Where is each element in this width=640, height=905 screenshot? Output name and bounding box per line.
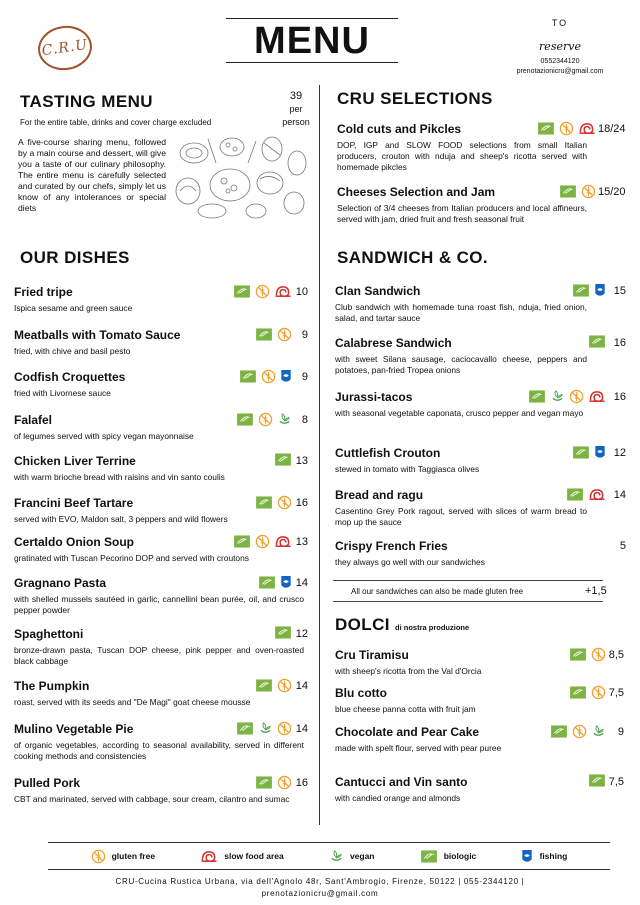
- dish-item-name: The Pumpkin: [14, 679, 90, 693]
- sandwich-item-icons: [528, 389, 606, 404]
- dish-item-name: Gragnano Pasta: [14, 576, 107, 590]
- dolce-item-description: made with spelt flour, served with pear puree: [335, 743, 502, 753]
- legend-fishing: [521, 849, 567, 864]
- selection-item-price: 18/24: [598, 123, 626, 135]
- biologic-icon: [239, 370, 257, 383]
- legend-label: fishing: [539, 851, 568, 861]
- dish-item-description: of organic vegetables, according to seasonal availability, served in different cooking methods and consistencies: [14, 740, 304, 761]
- fishing-icon: [594, 445, 606, 460]
- biologic-icon: [236, 722, 254, 735]
- dish-item-price: 9: [301, 371, 308, 383]
- footer-address: CRU-Cucina Rustica Urbana, via dell'Agnolo 48r, Sant'Ambrogio, Firenze, 50122 | 055-2344120 |: [115, 877, 525, 886]
- biologic-icon: [537, 122, 555, 135]
- biologic-icon: [255, 496, 273, 509]
- biologic-icon: [274, 453, 292, 466]
- vegan-icon: [329, 849, 344, 864]
- dish-item-name: Francini Beef Tartare: [14, 496, 134, 510]
- tasting-menu-heading: TASTING MENU: [20, 92, 153, 111]
- dish-item-icons: [274, 626, 292, 639]
- sandwich-item: [335, 488, 587, 528]
- legend-label: biologic: [443, 851, 477, 861]
- column-divider: [319, 85, 320, 825]
- dish-item-description: with shelled mussels sautéed in garlic, cannellini bean purée, oil, and crusco pepper powder: [14, 594, 304, 615]
- dish-item-description: Ispica sesame and green sauce: [14, 303, 133, 313]
- dish-item-name: Mulino Vegetable Pie: [14, 722, 134, 736]
- reserve-phone[interactable]: 0552344120: [540, 58, 580, 65]
- gluten-free-icon: [255, 284, 270, 299]
- legend-vegan: [329, 849, 375, 864]
- slow-food-icon: [274, 534, 292, 549]
- slow-food-icon: [274, 284, 292, 299]
- biologic-icon: [550, 725, 568, 738]
- sandwich-item-price: 16: [613, 337, 626, 349]
- dolce-item-description: with sheep's ricotta from the Val d'Orcia: [335, 666, 482, 676]
- dolci-heading: DOLCI di nostra produzione: [335, 615, 470, 634]
- footer: [0, 876, 640, 900]
- biologic-icon: [588, 774, 606, 787]
- biologic-icon: [528, 390, 546, 403]
- dish-item-icons: [236, 412, 292, 427]
- dish-item-name: Fried tripe: [14, 285, 73, 299]
- dish-item-description: fried with Livornese sauce: [14, 388, 111, 398]
- sandwich-item-icons: [588, 335, 606, 348]
- sandwich-item-price: 15: [613, 285, 626, 297]
- gluten-free-icon: [277, 327, 292, 342]
- dolce-item-icons: [588, 774, 606, 787]
- sandwich-item-icons: [572, 283, 606, 298]
- tasting-subtitle: For the entire table, drinks and cover charge excluded: [20, 118, 212, 127]
- dolce-item: [335, 775, 510, 804]
- gluten-free-icon: [277, 775, 292, 790]
- legend-label: vegan: [349, 851, 375, 861]
- fishing-icon: [280, 369, 292, 384]
- sandwich-item-name: Jurassi-tacos: [335, 390, 413, 404]
- sandwich-item-description: Casentino Grey Pork ragout, served with slices of warm bread to mop up the sauce: [335, 506, 587, 527]
- gluten-free-icon: [277, 721, 292, 736]
- dish-item-name: Meatballs with Tomato Sauce: [14, 328, 181, 342]
- dish-item-icons: [233, 534, 292, 549]
- gluten-free-icon: [255, 534, 270, 549]
- dish-item-name: Falafel: [14, 413, 53, 427]
- sandwich-item-description: they always go well with our sandwiches: [335, 557, 485, 567]
- vegan-icon: [258, 721, 273, 736]
- dish-item-description: gratinated with Tuscan Pecorino DOP and served with croutons: [14, 553, 249, 563]
- fishing-icon: [521, 849, 533, 864]
- selection-item-description: Selection of 3/4 cheeses from Italian producers and local affineurs, served with jam, dried fruit and fresh seasonal fruit: [337, 203, 587, 224]
- slow-food-icon: [588, 389, 606, 404]
- sandwich-item: [335, 284, 587, 324]
- biologic-icon: [274, 626, 292, 639]
- biologic-icon: [566, 488, 584, 501]
- biologic-icon: [572, 446, 590, 459]
- biologic-icon: [588, 335, 606, 348]
- dolci-subtitle: di nostra produzione: [395, 623, 470, 632]
- dolce-item: [335, 725, 510, 754]
- selection-item-icons: [559, 184, 596, 199]
- dish-item-price: 16: [295, 497, 308, 509]
- biologic-icon: [569, 648, 587, 661]
- sandwich-item-price: 12: [613, 447, 626, 459]
- gluten-free-icon: [261, 369, 276, 384]
- biologic-icon: [258, 576, 276, 589]
- sandwich-item-name: Clan Sandwich: [335, 284, 421, 298]
- vegan-icon: [591, 724, 606, 739]
- legend-label: slow food area: [224, 851, 284, 861]
- biologic-icon: [233, 535, 251, 548]
- dolce-item-name: Cru Tiramisu: [335, 648, 409, 662]
- dish-item-icons: [255, 327, 292, 342]
- gluten-free-note: All our sandwiches can also be made gluten free +1,5: [333, 580, 603, 602]
- tasting-description: A five-course sharing menu, followed by a main course and dessert, will give you a taste of our culinary philosophy. The entire menu is carefully selected and curated by our chefs, simply let us know of any intolerances or special diets: [18, 137, 166, 213]
- dolce-item-price: 7,5: [608, 687, 624, 699]
- dish-item-price: 9: [301, 329, 308, 341]
- reserve-block: [514, 18, 606, 77]
- biologic-icon: [233, 285, 251, 298]
- our-dishes-heading: OUR DISHES: [20, 248, 130, 267]
- fishing-icon: [594, 283, 606, 298]
- sandwich-item-name: Cuttlefish Crouton: [335, 446, 441, 460]
- dish-item-price: 14: [295, 723, 308, 735]
- vegan-icon: [277, 412, 292, 427]
- gluten-free-icon: [277, 678, 292, 693]
- dish-item-price: 13: [295, 455, 308, 467]
- dolce-item: [335, 648, 510, 677]
- dish-item-description: served with EVO, Maldon salt, 3 peppers and wild flowers: [14, 514, 228, 524]
- dish-item-icons: [258, 575, 292, 590]
- sandwich-item-icons: [566, 487, 606, 502]
- dish-item-description: of legumes served with spicy vegan mayonnaise: [14, 431, 194, 441]
- selection-item-icons: [537, 121, 596, 136]
- selection-item-description: DOP, IGP and SLOW FOOD selections from small Italian producers, crouton with nduja and sheep's ricotta served with homemade pikcles: [337, 140, 587, 172]
- dolce-item-price: 9: [617, 726, 624, 738]
- dolce-item-icons: [569, 647, 606, 662]
- dolce-item: [335, 686, 510, 715]
- tasting-price: 39 per person: [282, 90, 310, 127]
- sandwich-item-description: stewed in tomato with Taggiasca olives: [335, 464, 480, 474]
- sandwich-heading: SANDWICH & CO.: [337, 248, 489, 267]
- gluten-free-surcharge: +1,5: [585, 585, 607, 597]
- legend-gluten-free: [91, 849, 155, 864]
- cru-logo: C.R.U: [35, 22, 95, 73]
- dish-item-description: fried, with chive and basil pesto: [14, 346, 131, 356]
- dish-item-price: 14: [295, 577, 308, 589]
- dish-item-name: Codfish Croquettes: [14, 370, 126, 384]
- selection-item-name: Cheeses Selection and Jam: [337, 185, 496, 199]
- gluten-free-icon: [572, 724, 587, 739]
- sandwich-item-price: 14: [613, 489, 626, 501]
- selection-item-name: Cold cuts and Pikcles: [337, 122, 462, 136]
- dish-item-name: Pulled Pork: [14, 776, 81, 790]
- food-sketch-illustration: [172, 133, 310, 219]
- sandwich-item-name: Bread and ragu: [335, 488, 424, 502]
- reserve-to: TO: [551, 18, 569, 28]
- sandwich-item-name: Calabrese Sandwich: [335, 336, 452, 350]
- gluten-free-icon: [569, 389, 584, 404]
- dish-item-price: 13: [295, 536, 308, 548]
- fishing-icon: [280, 575, 292, 590]
- gluten-free-icon: [581, 184, 596, 199]
- dolce-item-icons: [550, 724, 606, 739]
- gluten-free-icon: [559, 121, 574, 136]
- legend-slow-food: [200, 849, 284, 864]
- sandwich-item-price: 16: [613, 391, 626, 403]
- dolce-item-name: Cantucci and Vin santo: [335, 775, 468, 789]
- dolce-item-price: 7,5: [608, 776, 624, 788]
- cru-selections-heading: CRU SELECTIONS: [337, 89, 493, 108]
- dish-item-description: bronze-drawn pasta, Tuscan DOP cheese, pink pepper and oven-roasted black cabbage: [14, 645, 304, 666]
- dish-item-name: Certaldo Onion Soup: [14, 535, 134, 549]
- biologic-icon: [569, 686, 587, 699]
- sandwich-item-description: with sweet Silana sausage, caciocavallo cheese, peppers and potatoes, pan-fried Tropea onions: [335, 354, 587, 375]
- slow-food-icon: [578, 121, 596, 136]
- dish-item-description: with warm brioche bread with raisins and vin santo coulis: [14, 472, 225, 482]
- sandwich-item: [335, 336, 587, 376]
- dish-item: [14, 454, 304, 483]
- sandwich-item-icons: [572, 445, 606, 460]
- dish-item-icons: [233, 284, 292, 299]
- biologic-icon: [255, 776, 273, 789]
- reserve-word: reserve: [539, 40, 581, 53]
- legend-biologic: [420, 850, 477, 863]
- dish-item-name: Spaghettoni: [14, 627, 84, 641]
- dish-item-price: 16: [295, 777, 308, 789]
- dish-item-price: 12: [295, 628, 308, 640]
- dish-item-icons: [255, 678, 292, 693]
- footer-email[interactable]: prenotazionicru@gmail.com: [261, 889, 379, 898]
- sandwich-item: [335, 446, 587, 475]
- sandwich-item-description: Club sandwich with homemade tuna roast fish, nduja, fried onion, salad, and tartar sauce: [335, 302, 587, 323]
- dish-item-description: CBT and marinated, served with cabbage, sour cream, cilantro and sumac: [14, 794, 290, 804]
- page-title: MENU: [254, 20, 370, 62]
- slow-food-icon: [200, 849, 218, 864]
- dolce-item-description: blue cheese panna cotta with fruit jam: [335, 704, 476, 714]
- dish-item-price: 8: [301, 414, 308, 426]
- dish-item-price: 14: [295, 680, 308, 692]
- biologic-icon: [255, 328, 273, 341]
- dish-item-icons: [255, 495, 292, 510]
- dish-item-name: Chicken Liver Terrine: [14, 454, 136, 468]
- biologic-icon: [572, 284, 590, 297]
- dish-item-icons: [239, 369, 292, 384]
- dish-item-icons: [236, 721, 292, 736]
- sandwich-item-price: 5: [619, 540, 626, 552]
- icon-legend: [48, 842, 610, 870]
- dish-item-icons: [255, 775, 292, 790]
- dolce-item-name: Blu cotto: [335, 686, 387, 700]
- selection-item-price: 15/20: [598, 186, 626, 198]
- gluten-free-icon: [91, 849, 106, 864]
- dolce-item-name: Chocolate and Pear Cake: [335, 725, 480, 739]
- sandwich-item-description: with seasonal vegetable caponata, crusco pepper and vegan mayo: [335, 408, 584, 418]
- selection-item: [337, 185, 587, 225]
- dolce-item-icons: [569, 685, 606, 700]
- biologic-icon: [236, 413, 254, 426]
- dish-item: [14, 627, 304, 667]
- gluten-free-icon: [258, 412, 273, 427]
- sandwich-item-name: Crispy French Fries: [335, 539, 448, 553]
- dish-item-icons: [274, 453, 292, 466]
- dish-item-description: roast, served with its seeds and "De Magi" goat cheese mousse: [14, 697, 251, 707]
- dolce-item-price: 8,5: [608, 649, 624, 661]
- biologic-icon: [559, 185, 577, 198]
- dolce-item-description: with candied orange and almonds: [335, 793, 461, 803]
- dish-item-price: 10: [295, 286, 308, 298]
- gluten-free-icon: [277, 495, 292, 510]
- reserve-email[interactable]: prenotazionicru@gmail.com: [516, 68, 604, 75]
- menu-title-block: [226, 18, 398, 63]
- legend-label: gluten free: [111, 851, 156, 861]
- gluten-free-icon: [591, 647, 606, 662]
- biologic-icon: [255, 679, 273, 692]
- gluten-free-icon: [591, 685, 606, 700]
- biologic-icon: [420, 850, 438, 863]
- vegan-icon: [550, 389, 565, 404]
- slow-food-icon: [588, 487, 606, 502]
- sandwich-item: [335, 539, 587, 568]
